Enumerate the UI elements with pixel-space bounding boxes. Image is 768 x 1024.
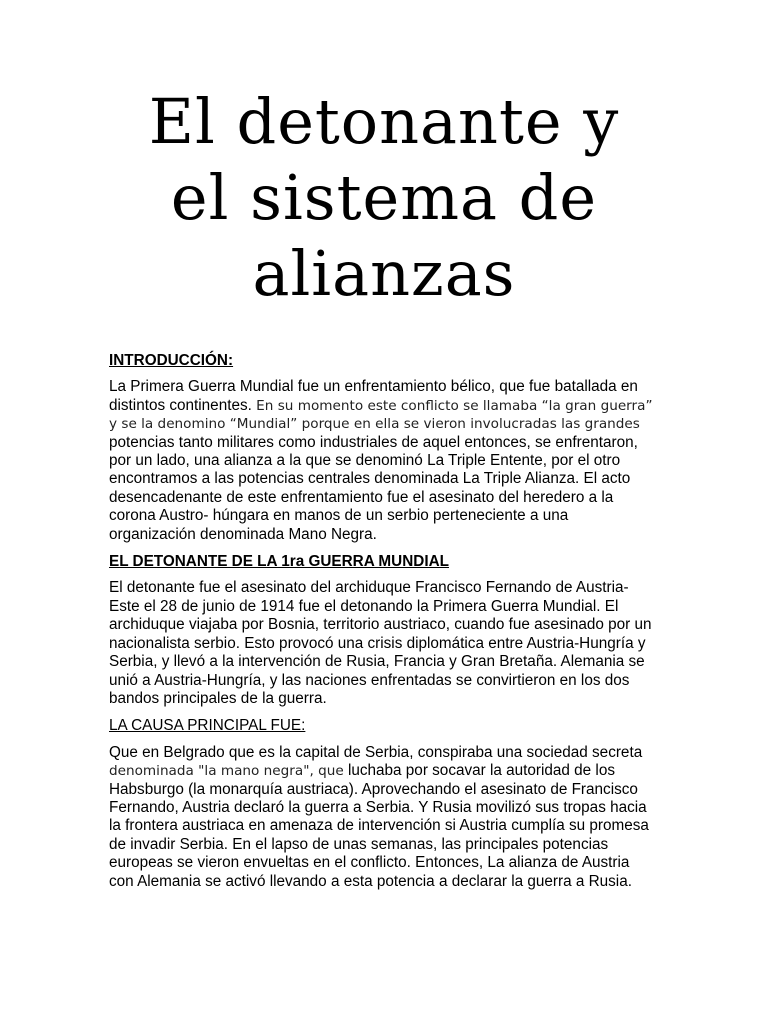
document-body <box>109 352 654 900</box>
paragraph-text: La Primera Guerra Mundial fue un enfrentamiento bélico, que fue batallada en distintos continentes. <box>109 378 638 414</box>
paragraph-text: Que en Belgrado que es la capital de Serbia, conspiraba una sociedad secreta <box>109 743 643 761</box>
section-detonante <box>109 553 654 708</box>
section-paragraph <box>109 744 654 891</box>
section-heading: LA CAUSA PRINCIPAL FUE: <box>109 717 306 735</box>
section-paragraph: El detonante fue el asesinato del archiduque Francisco Fernando de Austria- Este el 28 de junio de 1914 fue el detonando la Primera Guerra Mundial. El archiduque viajaba por Bosnia, territorio austriaco, cuando fue asesinado por un nacionalista serbio. Esto provocó una crisis diplomática entre Austria-Hungría y Serbia, y llevó a la intervención de Rusia, Francia y Gran Bretaña. Alemania se unió a Austria-Hungría, y las naciones enfrentadas se convirtieron en los dos bandos principales de la guerra. <box>109 579 652 707</box>
paragraph-text-alt-font: En su momento este conflicto se llamaba “la gran guerra” y se la denomino “Mundial” porque en ella se vieron involucradas las grandes <box>109 397 653 433</box>
title-line: El detonante y <box>148 85 620 158</box>
title-line: alianzas <box>252 237 516 310</box>
paragraph-text: potencias tanto militares como industriales de aquel entonces, se enfrentaron, por un lado, una alianza a la que se denominó La Triple Entente, por el otro encontramos a las potencias centrales denominada La Triple Alianza. El acto desencadenante de este enfrentamiento fue el asesinato del heredero a la corona Austro- húngara en manos de un serbio perteneciente a una organización denominada Mano Negra. <box>109 433 638 543</box>
paragraph-text: luchaba por socavar la autoridad de los Habsburgo (la monarquía austriaca). Aprovechando el asesinato de Francisco Fernando, Austria declaró la guerra a Serbia. Y Rusia movilizó sus tropas hacia la frontera austriaca en amenaza de intervención si Austria cumplía su promesa de invadir Serbia. En el lapso de unas semanas, las principales potencias europeas se vieron envueltas en el conflicto. Entonces, La alianza de Austria con Alemania se activó llevando a esta potencia a declarar la guerra a Rusia. <box>109 762 649 890</box>
paragraph-text-alt-font: denominada "la mano negra", que <box>109 763 344 780</box>
section-introduccion <box>109 352 654 544</box>
section-paragraph <box>109 378 654 544</box>
title-line: el sistema de <box>170 161 598 234</box>
section-heading: EL DETONANTE DE LA 1ra GUERRA MUNDIAL <box>109 553 449 571</box>
section-causa-principal <box>109 717 654 891</box>
document-title <box>60 84 708 312</box>
section-heading: INTRODUCCIÓN: <box>109 352 234 369</box>
